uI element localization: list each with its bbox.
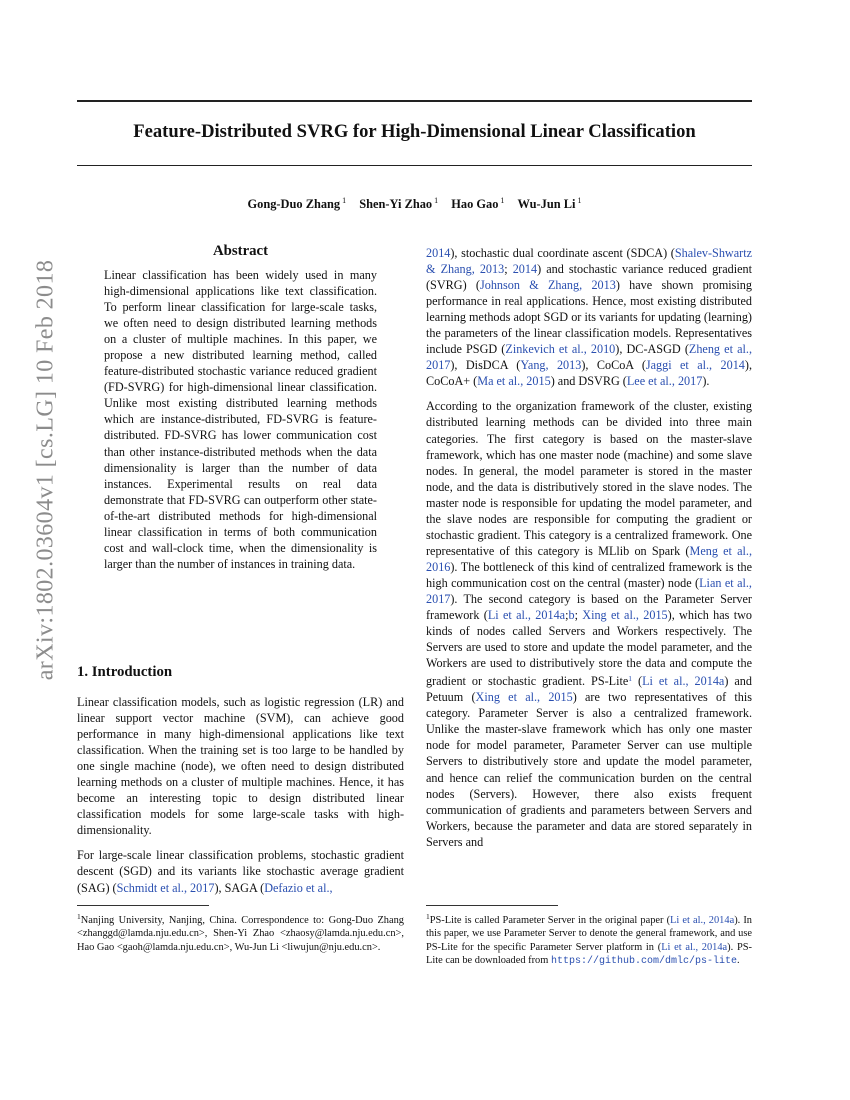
- citation-link[interactable]: 2014: [426, 246, 451, 260]
- author: Wu-Jun Li $^1$: [517, 196, 582, 211]
- ps-lite-url-link[interactable]: https://github.com/dmlc/ps-lite: [550, 956, 737, 968]
- intro-body: [77, 694, 404, 905]
- footnote-marker[interactable]: 1: [628, 674, 633, 684]
- author-list: [77, 196, 752, 212]
- citation-link[interactable]: Li et al., 2014a: [661, 941, 728, 953]
- author: Gong-Duo Zhang $^1$: [247, 196, 347, 211]
- affiliation-footnote: $^1$Nanjing University, Nanjing, China. Correspondence to: Gong-Duo Zhang <zhanggd@lamda.nju.edu.cn>, Shen-Yi Zhao <zhaosy@lamda.nju.edu.cn>, Hao Gao <gaoh@lamda.nju.edu.cn>, Wu-Jun Li <liwujun@nju.edu.cn>.: [77, 912, 404, 953]
- citation-link[interactable]: Ma et al., 2015: [477, 374, 551, 389]
- citation-link[interactable]: b: [568, 608, 575, 623]
- right-paragraph-2: According to the organization framework of the cluster, existing distributed learning methods can be divided into three main categories. The first category is based on the master-slave framework, which has one master node (machine) and some slave nodes. In general, the model parameter is stored in the master node, and the data is distributively stored in the slave nodes. The master node is responsible for updating the model parameter, and the slave nodes are responsible for computing the gradient or stochastic gradient. This category is a centralized framework. One representative of this category is MLlib on Spark (Meng et al., 2016). The bottleneck of this kind of centralized framework is the high communication cost on the central (master) node (Lian et al., 2017). The second category is based on the Parameter Server framework (Li et al., 2014a;b; Xing et al., 2015), which has two kinds of nodes called Servers and Workers respectively. The Servers are used to store and update the model parameter, and the Workers are used to distributively store the data and compute the gradient or stochastic gradient. PS-Lite$^1$ (Li et al., 2014a) and Petuum (Xing et al., 2015) are two representatives of this category. Parameter Server is also a centralized framework. Unlike the master-slave framework which has only one master node for model parameter, Parameter Server can use multiple Servers to distributively store and update the model parameter, and hence can relief the communication burden on the central nodes (Servers). However, there also exists frequent communication of gradients and parameters between Servers and Workers, because the parameter and data are stored separately in Servers and: [426, 399, 752, 849]
- citation-link[interactable]: 2014: [512, 262, 538, 277]
- citation-link[interactable]: Li et al., 2014a: [642, 674, 725, 689]
- citation-link[interactable]: Li et al., 2014a: [487, 608, 566, 623]
- author: Hao Gao $^1$: [451, 196, 505, 211]
- intro-paragraph-1: Linear classification models, such as logistic regression (LR) and linear support vector machine (SVM), can achieve good performance in many high-dimensional applications like text classification. When the training set is too large to be handled by one single machine (node), we often need to design distributed learning methods on a cluster of multiple machines. Hence, it has become an interesting topic to design distributed linear classification models for some large-scale tasks with high-dimensionality.: [77, 695, 404, 838]
- citation-link[interactable]: Meng et al., 2016: [426, 543, 752, 574]
- citation-link[interactable]: Zinkevich et al., 2010: [505, 342, 616, 357]
- citation-link[interactable]: Jaggi et al., 2014: [645, 358, 745, 373]
- right-paragraph-1: 2014), stochastic dual coordinate ascent (SDCA) (Shalev-Shwartz & Zhang, 2013; 2014) and stochastic variance reduced gradient (SVRG) (Johnson & Zhang, 2013) have shown promising performance in real applications. Hence, most existing distributed learning methods adopt SGD or its variants for updating (learning) the parameters of the linear classification models. Representatives include PSGD (Zinkevich et al., 2010), DC-ASGD (Zheng et al., 2017), DisDCA (Yang, 2013), CoCoA (Jaggi et al., 2014), CoCoA+ (Ma et al., 2015) and DSVRG (Lee et al., 2017).: [426, 246, 753, 389]
- citation-link[interactable]: Lee et al., 2017: [626, 374, 703, 389]
- right-column-body: [426, 245, 752, 859]
- intro-heading: 1. Introduction: [77, 664, 173, 680]
- paper-title: Feature-Distributed SVRG for High-Dimensional Linear Classification: [133, 121, 696, 142]
- title-top-rule: [77, 100, 752, 102]
- title-bottom-rule: [77, 165, 752, 166]
- abstract-text: Linear classification has been widely used in many high-dimensional applications like text classification. To perform linear classification for large-scale tasks, we often need to design distributed learning methods on a cluster of multiple machines. In this paper, we propose a new distributed learning method, called feature-distributed stochastic variance reduced gradient (FD-SVRG) for high-dimensional linear classification. Unlike most existing distributed learning methods which are instance-distributed, FD-SVRG is feature-distributed. FD-SVRG has lower communication cost than other instance-distributed methods when the data dimensionality is larger than the number of data instances. Experimental results on real data demonstrate that FD-SVRG can outperform other state-of-the-art distributed methods for high-dimensional linear classification in terms of both communication cost and wall-clock time, when the dimensionality is larger than the number of instances in training data.: [104, 268, 377, 571]
- abstract-heading: Abstract: [212, 243, 269, 259]
- citation-link[interactable]: Defazio et al.,: [264, 880, 333, 895]
- footnote-rule-left: [77, 905, 209, 906]
- citation-link[interactable]: Lian et al., 2017: [426, 575, 752, 606]
- citation-link[interactable]: Li et al., 2014a: [670, 915, 735, 926]
- author: Shen-Yi Zhao $^1$: [359, 196, 439, 211]
- intro-paragraph-2: For large-scale linear classification problems, stochastic gradient descent (SGD) and its variants like stochastic average gradient (SAG) (Schmidt et al., 2017), SAGA (Defazio et al.,: [77, 848, 404, 895]
- citation-link[interactable]: Yang, 2013: [520, 358, 582, 373]
- citation-link[interactable]: Xing et al., 2015: [475, 690, 573, 705]
- arxiv-identifier: arXiv:1802.03604v1 [cs.LG] 10 Feb 2018: [32, 259, 59, 681]
- footnote-rule-right: [426, 905, 558, 906]
- citation-link[interactable]: Shalev-Shwartz & Zhang, 2013: [426, 246, 752, 277]
- citation-link[interactable]: Zheng et al., 2017: [426, 342, 752, 373]
- citation-link[interactable]: Xing et al., 2015: [582, 608, 668, 623]
- citation-link[interactable]: Johnson & Zhang, 2013: [479, 278, 616, 293]
- ps-lite-footnote: $^1$PS-Lite is called Parameter Server in the original paper (Li et al., 2014a). In this paper, we use Parameter Server to denote the general framework, and use PS-Lite for the specific Parameter Server platform in (Li et al., 2014a). PS-Lite can be downloaded from https://github.com/dmlc/ps-lite.: [426, 912, 753, 968]
- citation-link[interactable]: Schmidt et al., 2017: [116, 880, 215, 895]
